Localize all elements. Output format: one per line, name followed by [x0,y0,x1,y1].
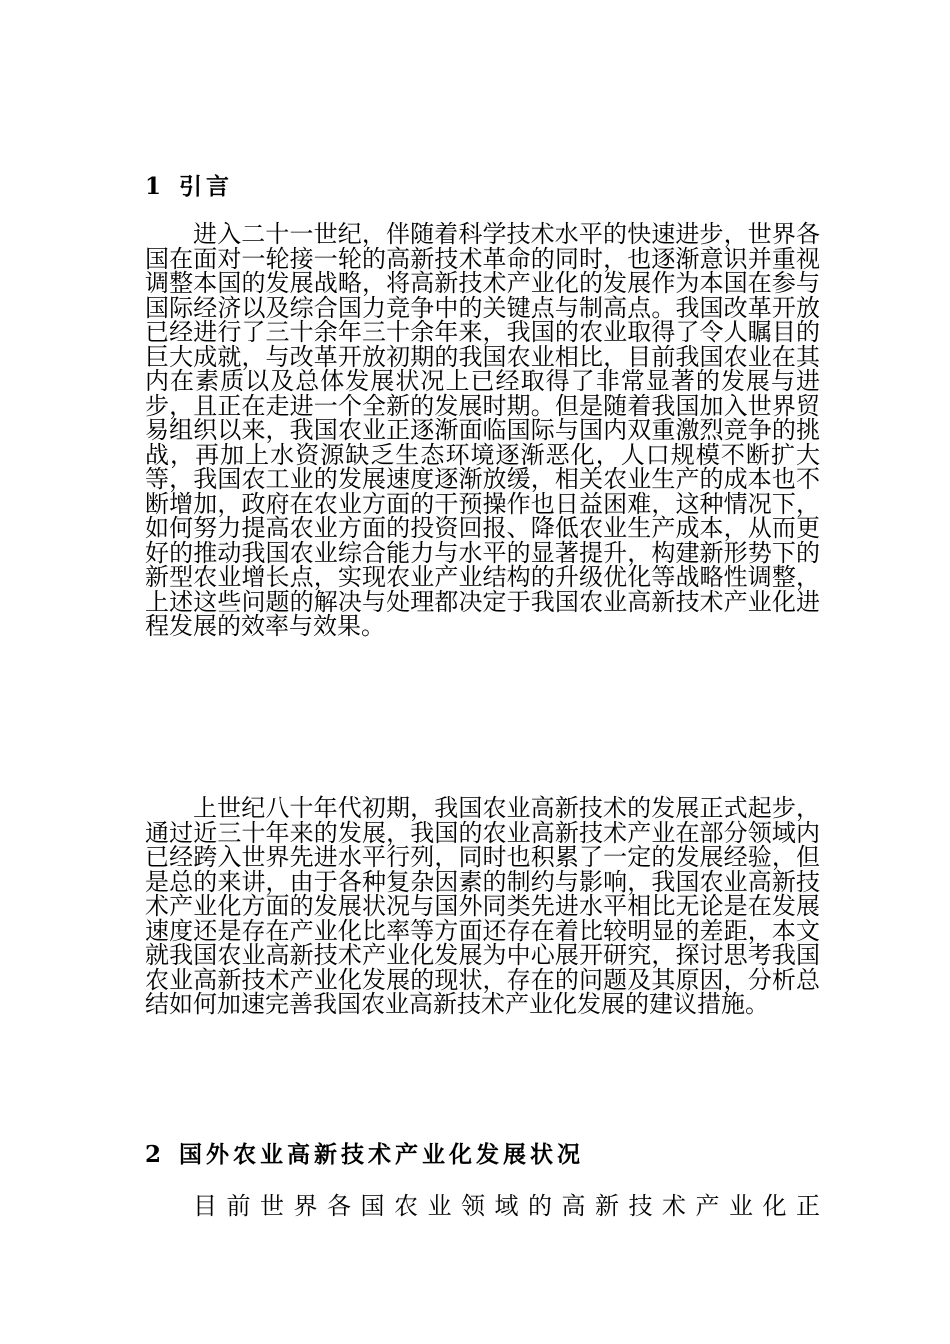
paragraph-2: 上世纪八十年代初期，我国农业高新技术的发展正式起步，通过近三十年来的发展，我国的农业高新技术产业在部分领域内已经跨入世界先进水平行列，同时也积累了一定的发展经验，但是总的来讲，由于各种复杂因素的制约与影响，我国农业高新技术产业化方面的发展状况与国外同类先进水平相比无论是在发展速度还是存在产业化比率等方面还存在着比较明显的差距，本文就我国农业高新技术产业化发展为中心展开研究，探讨思考我国农业高新技术产业化发展的现状，存在的问题及其原因，分析总结如何加速完善我国农业高新技术产业化发展的建议措施。 [145,794,820,1018]
section-heading-1 [145,172,233,202]
section-title-2: 国外农业高新技术产业化发展状况 [179,1141,585,1168]
paragraph-1: 进入二十一世纪，伴随着科学技术水平的快速进步，世界各国在面对一轮接一轮的高新技术革命的同时，也逐渐意识并重视调整本国的发展战略，将高新技术产业化的发展作为本国在参与国际经济以及综合国力竞争中的关键点与制高点。我国改革开放已经进行了三十余年三十余年来，我国的农业取得了令人瞩目的巨大成就，与改革开放初期的我国农业相比，目前我国农业在其内在素质以及总体发展状况上已经取得了非常显著的发展与进步，且正在走进一个全新的发展时期。但是随着我国加入世界贸易组织以来，我国农业正逐渐面临国际与国内双重激烈竞争的挑战，再加上水资源缺乏生态环境逐渐恶化，人口规模不断扩大等，我国农工业的发展速度逐渐放缓，相关农业生产的成本也不断增加，政府在农业方面的干预操作也日益困难，这种情况下，如何努力提高农业方面的投资回报、降低农业生产成本，从而更好的推动我国农业综合能力与水平的显著提升，构建新形势下的新型农业增长点，实现农业产业结构的升级优化等战略性调整，上述这些问题的解决与处理都决定于我国农业高新技术产业化进程发展的效率与效果。 [145,220,820,640]
section-number-2: 2 [145,1141,162,1168]
section-title-1: 引言 [179,173,234,200]
section-heading-2 [145,1140,584,1170]
paragraph-3: 目前世界各国农业领域的高新技术产业化正 [193,1192,820,1220]
section-number-1: 1 [145,173,162,200]
